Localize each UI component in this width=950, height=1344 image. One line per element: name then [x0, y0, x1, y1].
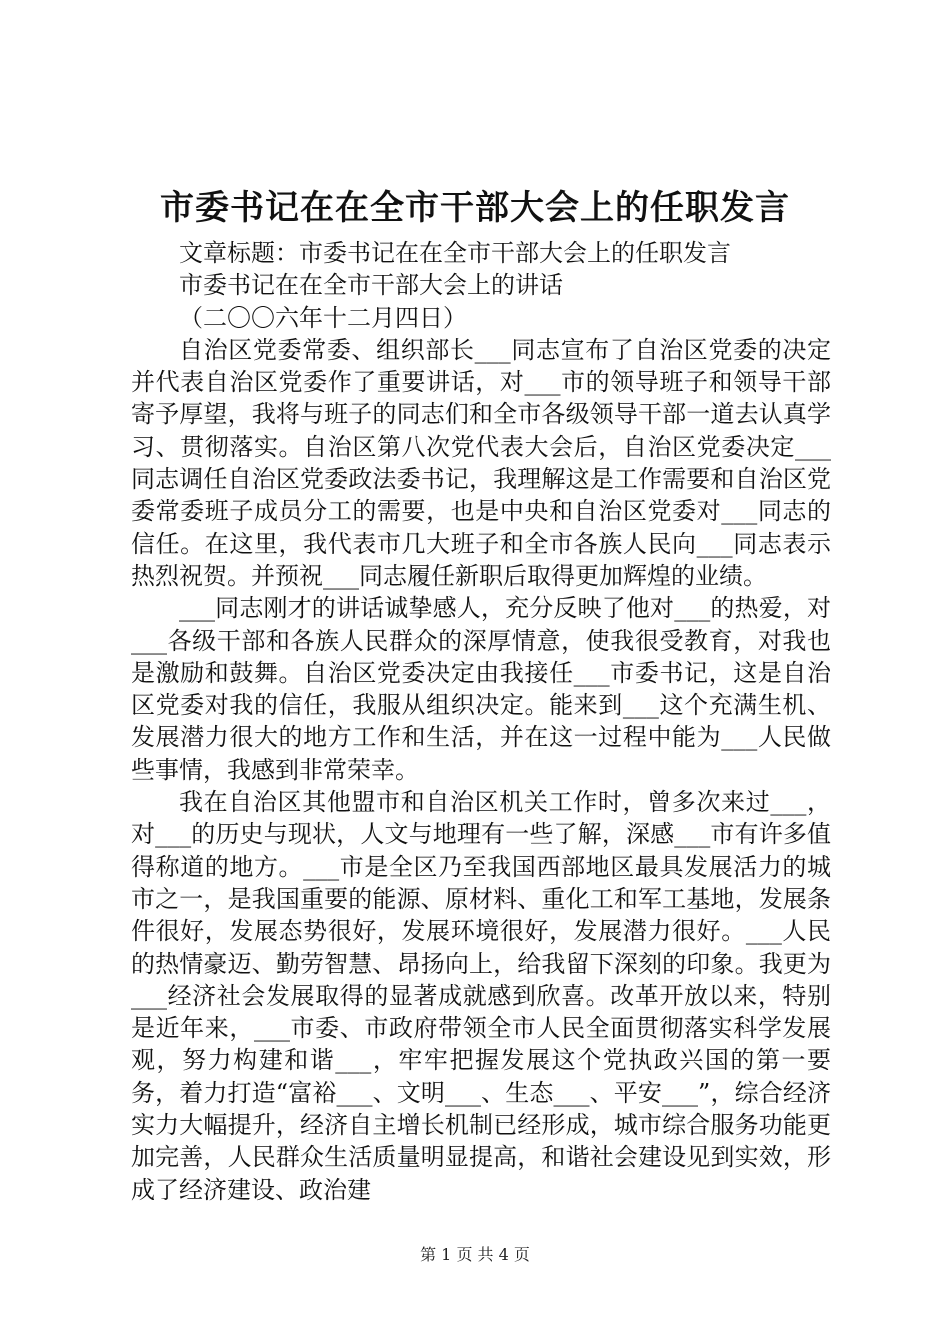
paragraph: ___同志刚才的讲话诚挚感人，充分反映了他对___的热爱，对___各级干部和各族人民群众的深厚情意，使我很受教育，对我也是激励和鼓舞。自治区党委决定由我接任___市委书记，这是自治区党委对我的信任，我服从组织决定。能来到___这个充满生机、发展潜力很大的地方工作和生活，并在这一过程中能为___人民做些事情，我感到非常荣幸。: [131, 594, 831, 784]
page-footer: 第 1 页 共 4 页: [420, 1245, 530, 1264]
paragraph: 自治区党委常委、组织部长___同志宣布了自治区党委的决定并代表自治区党委作了重要讲话，对___市的领导班子和领导干部寄予厚望，我将与班子的同志们和全市各级领导干部一道去认真学习、贯彻落实。自治区第八次党代表大会后，自治区党委决定___同志调任自治区党委政法委书记，我理解这是工作需要和自治区党委常委班子成员分工的需要，也是中央和自治区党委对___同志的信任。在这里，我代表市几大班子和全市各族人民向___同志表示热烈祝贺。并预祝___同志履任新职后取得更加辉煌的业绩。: [131, 335, 831, 590]
document-title: 市委书记在在全市干部大会上的任职发言: [160, 188, 790, 228]
document-body: [131, 237, 831, 1206]
article-title-line: 文章标题：市委书记在在全市干部大会上的任职发言: [179, 239, 731, 267]
speech-heading: 市委书记在在全市干部大会上的讲话: [179, 271, 563, 300]
speech-date: （二〇〇六年十二月四日）: [179, 303, 467, 332]
paragraph: 我在自治区其他盟市和自治区机关工作时，曾多次来过___，对___的历史与现状，人文与地理有一些了解，深感___市有许多值得称道的地方。___市是全区乃至我国西部地区最具发展活力的城市之一，是我国重要的能源、原材料、重化工和军工基地，发展条件很好，发展态势很好，发展环境很好，发展潜力很好。___人民的热情豪迈、勤劳智慧、昂扬向上，给我留下深刻的印象。我更为___经济社会发展取得的显著成就感到欣喜。改革开放以来，特别是近年来，___市委、市政府带领全市人民全面贯彻落实科学发展观，努力构建和谐___，牢牢把握发展这个党执政兴国的第一要务，着力打造“富裕___、文明___、生态___、平安___”，综合经济实力大幅提升，经济自主增长机制已经形成，城市综合服务功能更加完善，人民群众生活质量明显提高，和谐社会建设见到实效，形成了经济建设、政治建: [131, 788, 831, 1204]
